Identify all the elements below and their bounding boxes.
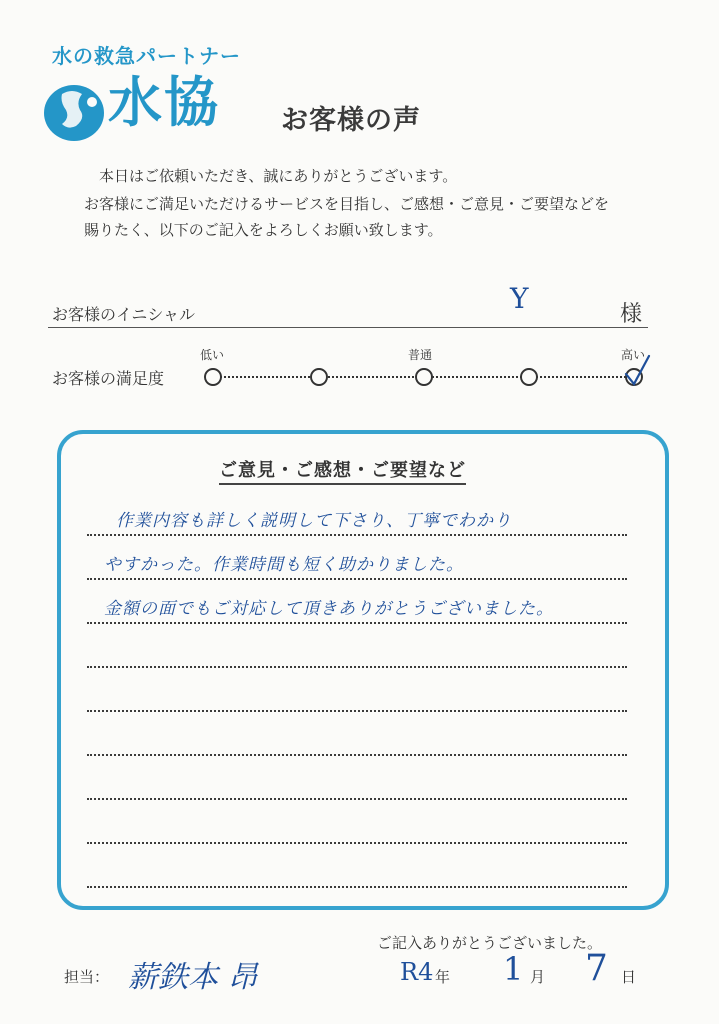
comment-rule bbox=[87, 798, 627, 800]
satisfaction-option-1[interactable] bbox=[204, 368, 222, 386]
staff-label: 担当： bbox=[64, 968, 110, 986]
comment-rule bbox=[87, 710, 627, 712]
day-value: 7 bbox=[585, 948, 608, 989]
satisfaction-option-2[interactable] bbox=[310, 368, 328, 386]
thanks-text: ご記入ありがとうございました。 bbox=[377, 934, 603, 952]
comment-text-line: 金額の面でもご対応して頂きありがとうございました。 bbox=[104, 599, 554, 619]
intro-line: 本日はご依頼いただき、誠にありがとうございます。 bbox=[99, 167, 458, 185]
checkmark-icon bbox=[622, 354, 652, 388]
water-drop-logo-icon bbox=[40, 80, 112, 144]
initial-value: Y bbox=[510, 282, 529, 315]
comment-text-line: やすかった。作業時間も短く助かりました。 bbox=[104, 555, 464, 575]
month-unit: 月 bbox=[530, 968, 546, 986]
page-title: お客様の声 bbox=[281, 105, 421, 136]
year-unit: 年 bbox=[435, 968, 451, 986]
day-unit: 日 bbox=[621, 968, 637, 986]
comments-box bbox=[57, 430, 669, 910]
brand-name: 水協 bbox=[108, 71, 220, 134]
initial-underline bbox=[48, 327, 648, 328]
comments-title: ご意見・ご感想・ご要望など bbox=[219, 456, 466, 485]
initial-suffix: 様 bbox=[620, 302, 643, 327]
staff-name: 薪鉄本 昂 bbox=[128, 960, 258, 995]
satisfaction-label: お客様の満足度 bbox=[52, 369, 165, 388]
scale-high-label: 高い bbox=[621, 348, 646, 362]
intro-line: 賜りたく、以下のご記入をよろしくお願い致します。 bbox=[84, 221, 443, 239]
comment-rule bbox=[87, 534, 627, 536]
comment-rule bbox=[87, 886, 627, 888]
brand-tagline: 水の救急パートナー bbox=[52, 44, 241, 68]
comment-rule bbox=[87, 754, 627, 756]
intro-line: お客様にご満足いただけるサービスを目指し、ご感想・ご意見・ご要望などを bbox=[84, 195, 610, 213]
comment-rule bbox=[87, 578, 627, 580]
month-value: 1 bbox=[503, 950, 524, 988]
comment-rule bbox=[87, 622, 627, 624]
comment-rule bbox=[87, 666, 627, 668]
comment-rule bbox=[87, 842, 627, 844]
satisfaction-option-3[interactable] bbox=[415, 368, 433, 386]
year-value: R4 bbox=[400, 958, 434, 986]
satisfaction-option-4[interactable] bbox=[520, 368, 538, 386]
comment-text-line: 作業内容も詳しく説明して下さり、丁寧でわかり bbox=[116, 511, 512, 531]
scale-mid-label: 普通 bbox=[408, 348, 433, 362]
initial-label: お客様のイニシャル bbox=[52, 305, 196, 324]
scale-low-label: 低い bbox=[200, 348, 225, 362]
